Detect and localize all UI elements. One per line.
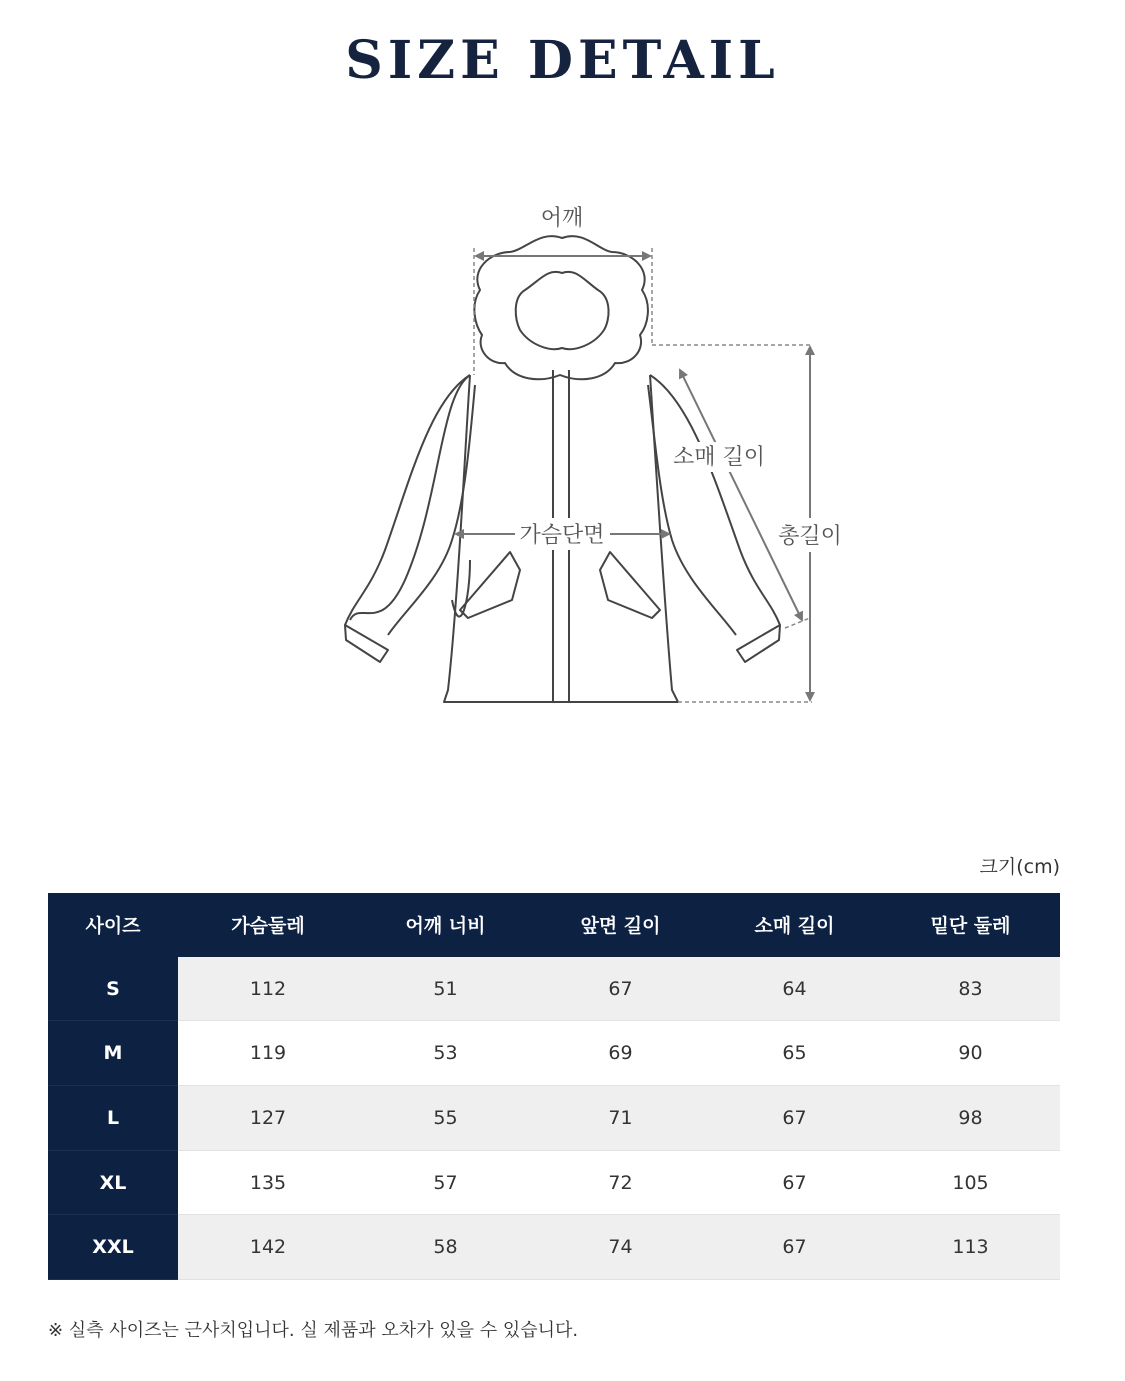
table-cell: 67 [708, 1215, 881, 1280]
size-cell: S [48, 957, 178, 1021]
sleeve-label: 소매 길이 [672, 445, 766, 470]
shoulder-label: 어깨 [540, 206, 584, 231]
size-cell: M [48, 1021, 178, 1086]
size-cell: L [48, 1086, 178, 1151]
table-cell: 65 [708, 1021, 881, 1086]
jacket-size-diagram [0, 180, 1125, 740]
table-cell: 83 [881, 957, 1060, 1021]
header-size: 사이즈 [48, 893, 178, 957]
table-row [48, 1215, 1060, 1280]
table-cell: 135 [178, 1150, 358, 1215]
header-front-length: 앞면 길이 [533, 893, 708, 957]
table-row [48, 1086, 1060, 1151]
table-cell: 71 [533, 1086, 708, 1151]
table-cell: 112 [178, 957, 358, 1021]
header-shoulder: 어깨 너비 [358, 893, 533, 957]
measurement-arrows [456, 256, 810, 700]
measurement-note: ※ 실측 사이즈는 근사치입니다. 실 제품과 오차가 있을 수 있습니다. [48, 1320, 579, 1341]
table-cell: 64 [708, 957, 881, 1021]
table-cell: 58 [358, 1215, 533, 1280]
table-cell: 67 [708, 1150, 881, 1215]
table-cell: 113 [881, 1215, 1060, 1280]
table-cell: 74 [533, 1215, 708, 1280]
table-cell: 119 [178, 1021, 358, 1086]
header-sleeve: 소매 길이 [708, 893, 881, 957]
table-cell: 105 [881, 1150, 1060, 1215]
unit-label: 크기(cm) [979, 856, 1060, 878]
table-row [48, 1021, 1060, 1086]
table-cell: 67 [708, 1086, 881, 1151]
table-cell: 142 [178, 1215, 358, 1280]
table-cell: 55 [358, 1086, 533, 1151]
table-cell: 98 [881, 1086, 1060, 1151]
size-cell: XXL [48, 1215, 178, 1280]
size-cell: XL [48, 1150, 178, 1215]
table-cell: 67 [533, 957, 708, 1021]
table-row [48, 957, 1060, 1021]
table-cell: 127 [178, 1086, 358, 1151]
table-cell: 57 [358, 1150, 533, 1215]
table-cell: 72 [533, 1150, 708, 1215]
page-title: SIZE DETAIL [345, 30, 780, 91]
jacket-illustration [0, 180, 1125, 740]
header-chest: 가슴둘레 [178, 893, 358, 957]
table-cell: 90 [881, 1021, 1060, 1086]
table-header-row [48, 893, 1060, 957]
table-cell: 53 [358, 1021, 533, 1086]
header-hem: 밑단 둘레 [881, 893, 1060, 957]
table-cell: 69 [533, 1021, 708, 1086]
table-cell: 51 [358, 957, 533, 1021]
total-length-label: 총길이 [778, 524, 842, 549]
size-table [48, 893, 1060, 1280]
table-row [48, 1150, 1060, 1215]
chest-label: 가슴단면 [519, 523, 605, 548]
